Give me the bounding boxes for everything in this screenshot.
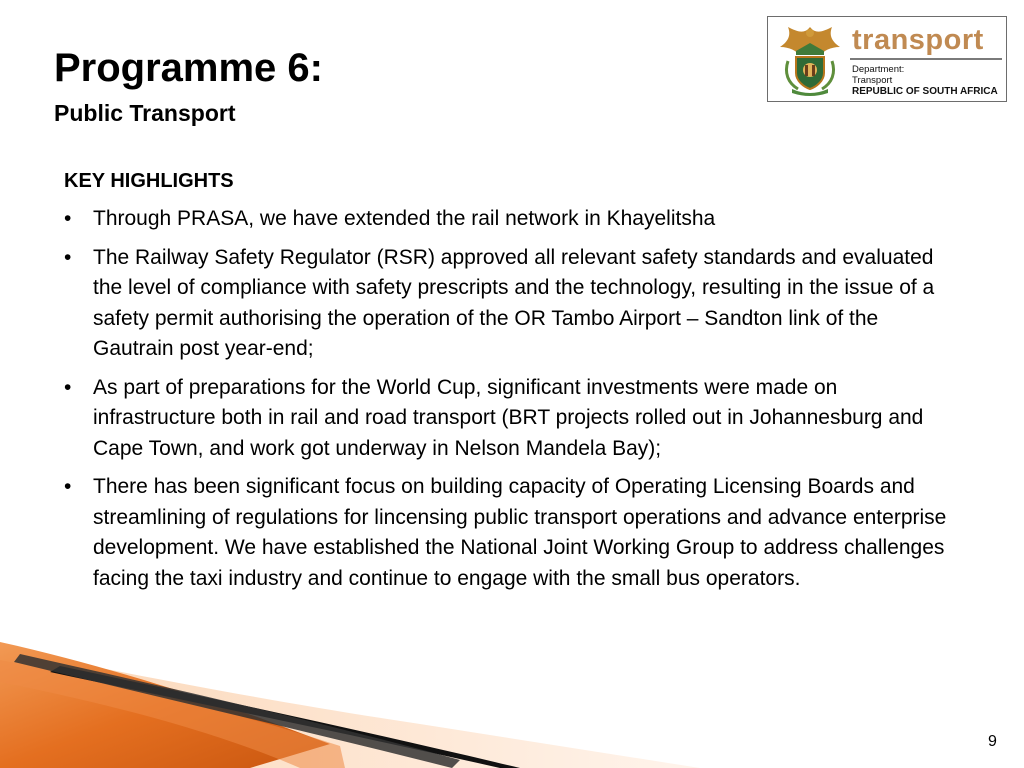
coat-of-arms-icon <box>774 21 846 97</box>
highlights-list <box>64 204 954 594</box>
key-highlights-heading: KEY HIGHLIGHTS <box>64 170 234 192</box>
bullet-icon: • <box>64 475 72 498</box>
list-item-text: As part of preparations for the World Cup, significant investments were made on infrastructure both in rail and road transport (BRT projects rolled out in Johannesburg and Cape Town, and work got underway in Nelson Mandela Bay); <box>93 375 924 460</box>
logo-dept-line: Transport <box>852 75 893 86</box>
logo-divider <box>850 58 1002 60</box>
page-number: 9 <box>988 733 997 750</box>
list-item <box>64 204 954 235</box>
bullet-icon: • <box>64 207 72 230</box>
slide-subtitle: Public Transport <box>54 100 236 126</box>
list-item <box>64 243 954 365</box>
list-item-text: Through PRASA, we have extended the rail network in Khayelitsha <box>93 207 716 230</box>
bullet-icon: • <box>64 375 72 399</box>
list-item <box>64 373 954 465</box>
list-item <box>64 472 954 594</box>
slide-body <box>64 166 954 602</box>
bullet-icon: • <box>64 245 72 269</box>
list-item-text: There has been significant focus on building capacity of Operating Licensing Boards and streamlining of regulations for lincensing public transport operations and advance enterprise development. We have established the National Joint Working Group to address challenges facing the taxi industry and continue to engage with the small bus operators. <box>93 475 947 590</box>
department-logo <box>767 16 1007 102</box>
logo-department-text <box>852 64 998 97</box>
list-item-text: The Railway Safety Regulator (RSR) approved all relevant safety standards and evaluated the level of compliance with safety prescripts and the technology, resulting in the issue of a safety permit authorising the operation of the OR Tambo Airport – Sandton link of the Gautrain post year-end; <box>93 245 935 360</box>
logo-dept-line: Department: <box>852 64 905 75</box>
logo-wordmark: transport <box>852 24 984 56</box>
slide-title: Programme 6: <box>54 46 323 90</box>
logo-dept-line: REPUBLIC OF SOUTH AFRICA <box>852 86 998 97</box>
